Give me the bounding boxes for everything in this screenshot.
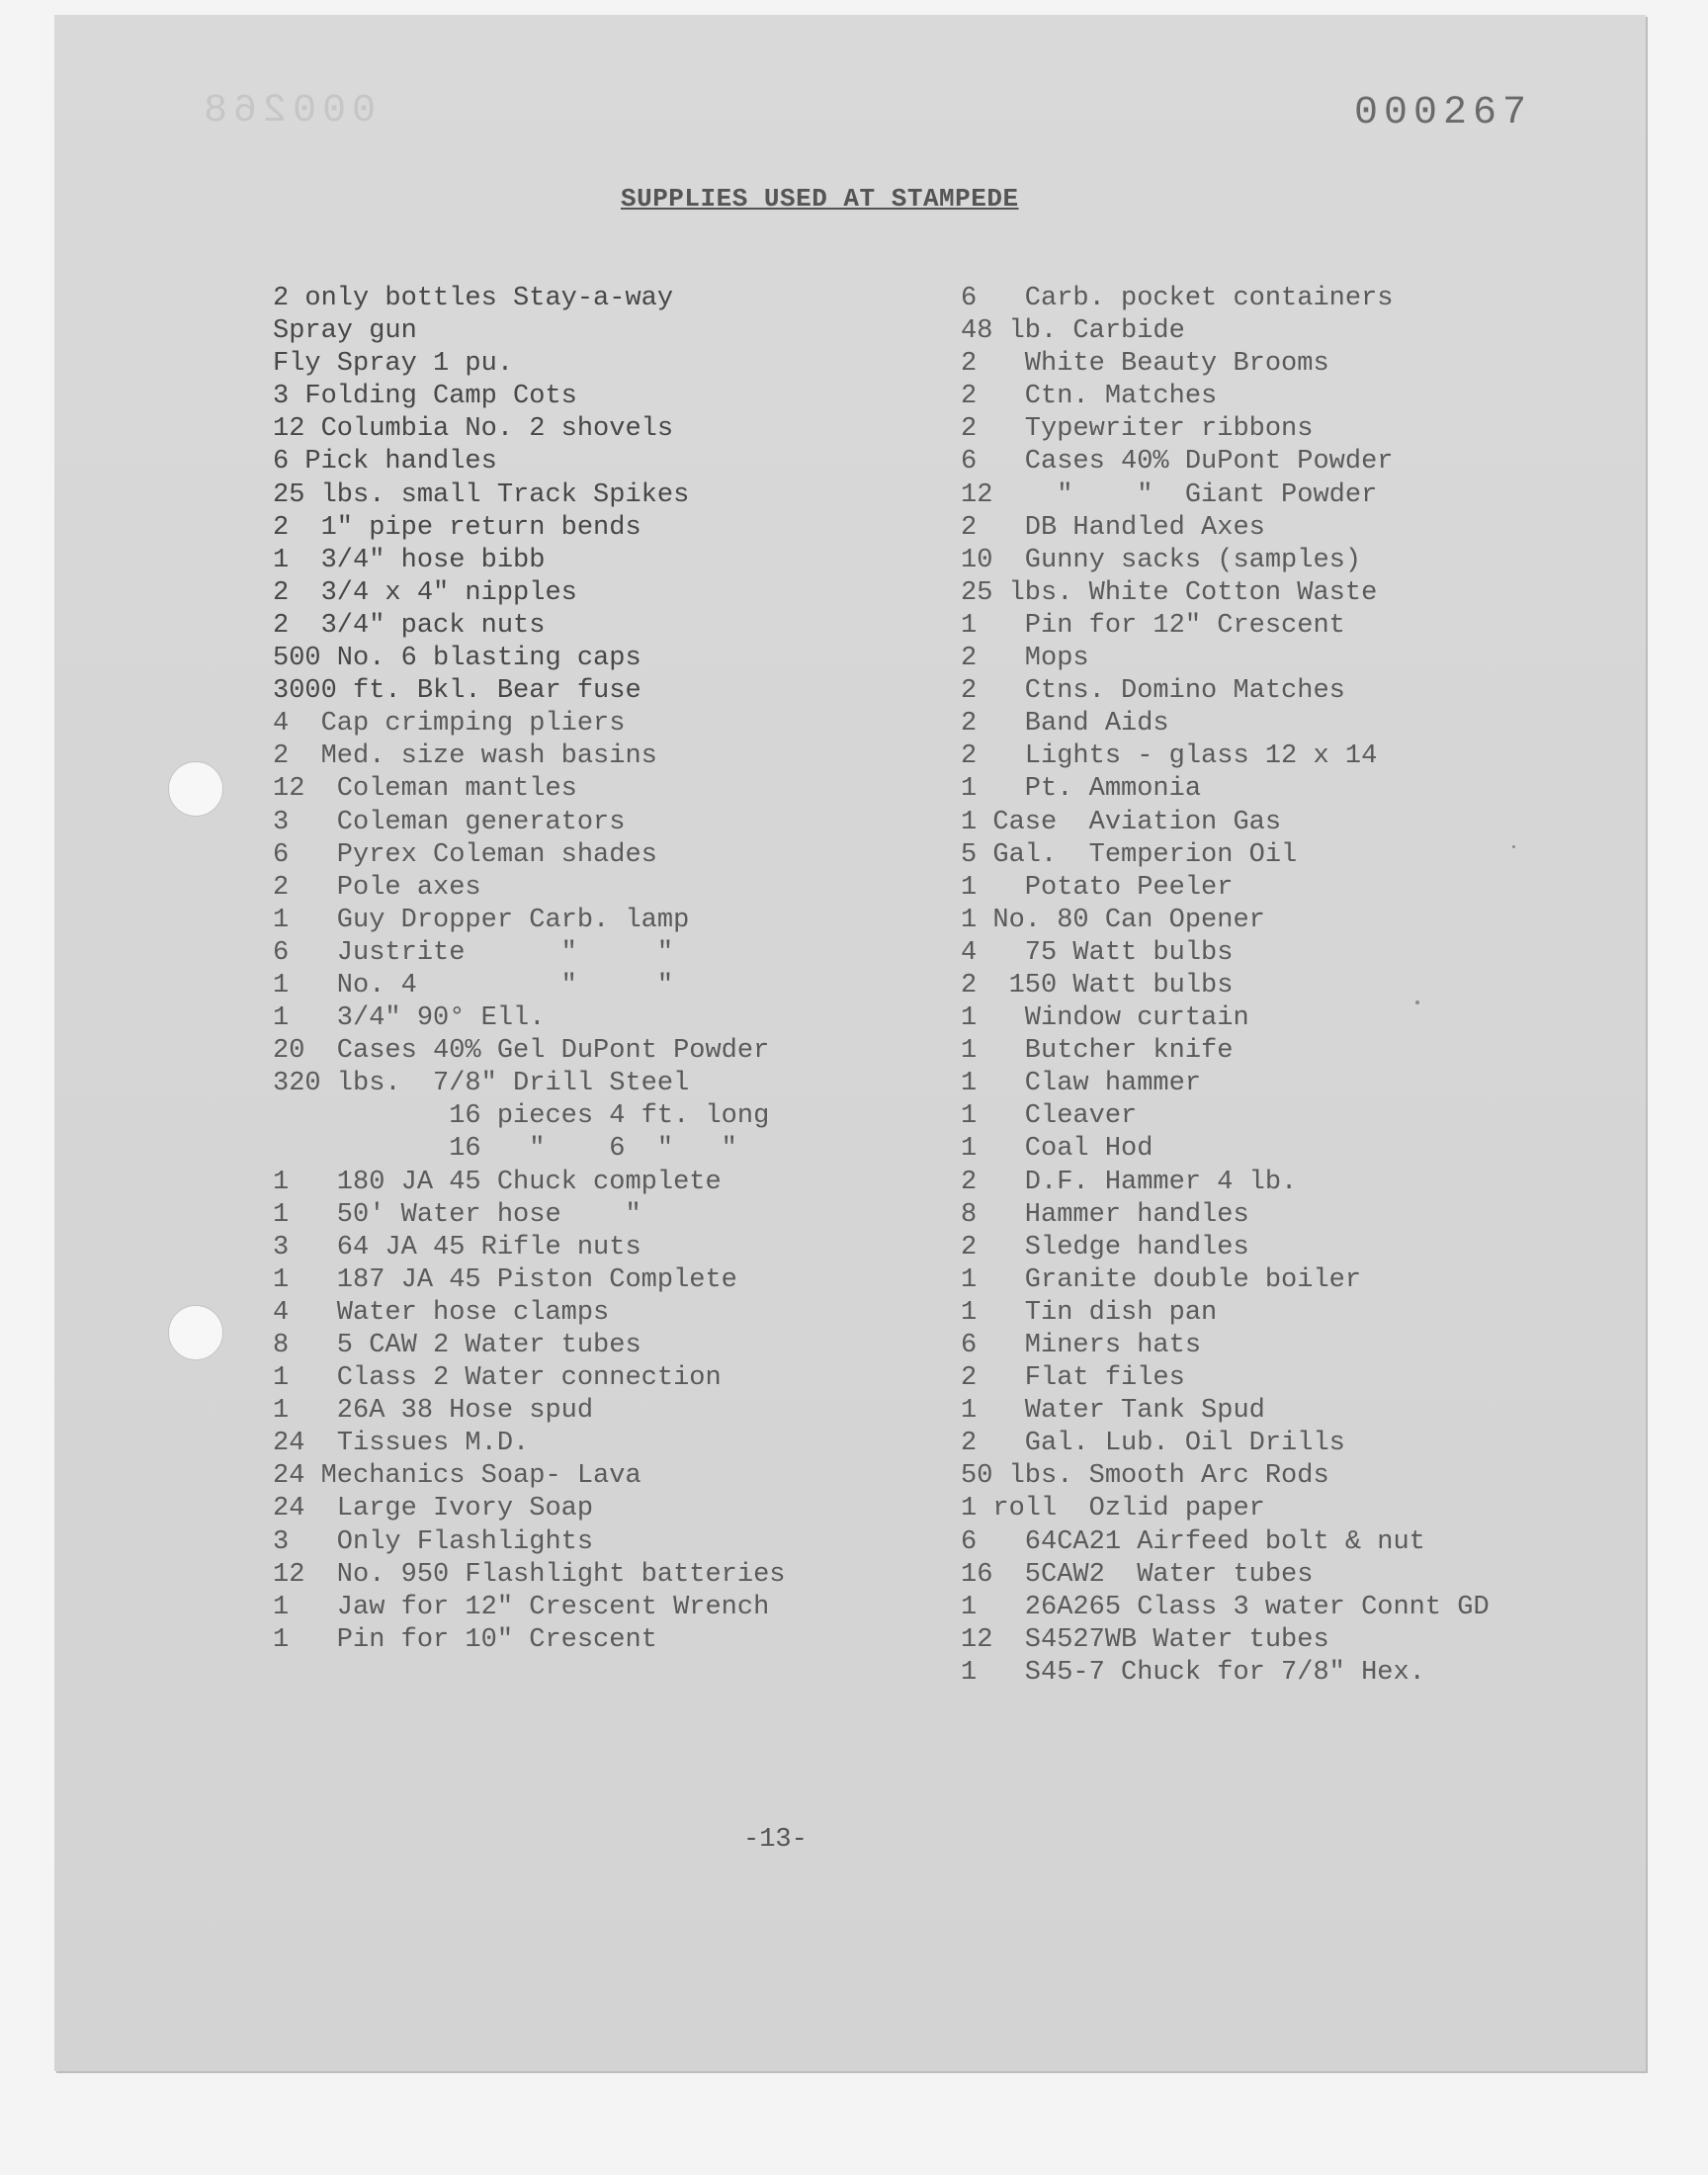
supply-item: 6 Pyrex Coleman shades — [273, 839, 657, 870]
supply-item: 1 No. 80 Can Opener — [961, 905, 1265, 935]
supply-item: 1 Claw hammer — [961, 1069, 1202, 1099]
supply-item: 4 Water hose clamps — [273, 1297, 610, 1328]
supply-item: 12 No. 950 Flashlight batteries — [273, 1559, 786, 1590]
supply-item: 6 Carb. pocket containers — [961, 284, 1394, 313]
supply-item: 6 Miners hats — [961, 1331, 1202, 1360]
page-number: -13- — [743, 1825, 808, 1855]
supply-item: 3 64 JA 45 Rifle nuts — [273, 1232, 641, 1262]
supply-item: 16 " 6 " " — [273, 1134, 737, 1165]
supply-item: 8 Hammer handles — [961, 1199, 1249, 1230]
supply-item: 12 Columbia No. 2 shovels — [273, 414, 674, 445]
supply-item: 2 Mops — [961, 644, 1089, 674]
supply-item: 3 Coleman generators — [273, 807, 626, 837]
supply-item: 6 Cases 40% DuPont Powder — [961, 447, 1394, 478]
supply-item: 2 DB Handled Axes — [961, 512, 1265, 543]
supply-item: 2 Band Aids — [961, 709, 1169, 740]
supply-item: 1 26A265 Class 3 water Connt GD — [961, 1592, 1490, 1622]
supply-item: 1 3/4" 90° Ell. — [273, 1003, 546, 1034]
supply-item: 5 Gal. Temperion Oil — [961, 839, 1298, 870]
supply-item: 2 D.F. Hammer 4 lb. — [961, 1167, 1298, 1197]
supply-item: 6 Pick handles — [273, 447, 497, 478]
supply-item: Fly Spray 1 pu. — [273, 349, 514, 380]
supply-item: 2 150 Watt bulbs — [961, 970, 1234, 1000]
bates-number: 000267 — [1354, 91, 1533, 135]
supply-item: 4 75 Watt bulbs — [961, 937, 1234, 968]
supply-item: 25 lbs. small Track Spikes — [273, 479, 690, 510]
supply-item: 2 White Beauty Brooms — [961, 349, 1329, 380]
supply-item: 2 Flat files — [961, 1363, 1185, 1394]
supply-item: 20 Cases 40% Gel DuPont Powder — [273, 1036, 770, 1067]
supply-item: 1 26A 38 Hose spud — [273, 1396, 594, 1427]
supply-item: Spray gun — [273, 316, 417, 347]
supply-item: 2 only bottles Stay-a-way — [273, 284, 674, 313]
supply-item: 2 Typewriter ribbons — [961, 414, 1314, 445]
supply-item: 48 lb. Carbide — [961, 316, 1185, 347]
supply-item: 1 Water Tank Spud — [961, 1396, 1265, 1427]
scan-speck — [1415, 1000, 1419, 1004]
supply-item: 24 Mechanics Soap- Lava — [273, 1461, 641, 1492]
supply-item: 24 Large Ivory Soap — [273, 1494, 594, 1524]
supply-item: 1 50' Water hose " — [273, 1199, 641, 1230]
supply-item: 1 Pin for 10" Crescent — [273, 1624, 657, 1655]
supply-item: 2 3/4" pack nuts — [273, 610, 546, 641]
supply-item: 2 Med. size wash basins — [273, 741, 657, 772]
supply-item: 1 Coal Hod — [961, 1134, 1153, 1165]
supply-item: 50 lbs. Smooth Arc Rods — [961, 1461, 1329, 1492]
bates-number-bleedthrough: 000268 — [198, 89, 377, 133]
supply-item: 3 Only Flashlights — [273, 1526, 594, 1557]
supply-item: 1 S45-7 Chuck for 7/8" Hex. — [961, 1657, 1425, 1688]
supply-item: 16 5CAW2 Water tubes — [961, 1559, 1314, 1590]
supply-item: 1 Jaw for 12" Crescent Wrench — [273, 1592, 770, 1622]
supply-item: 1 Butcher knife — [961, 1036, 1234, 1067]
supply-item: 1 180 JA 45 Chuck complete — [273, 1167, 722, 1197]
supply-item: 4 Cap crimping pliers — [273, 709, 626, 740]
supply-item: 2 Pole axes — [273, 872, 481, 903]
supply-list-right — [961, 283, 1633, 1690]
supply-item: 1 Tin dish pan — [961, 1297, 1218, 1328]
supply-item: 1 Pt. Ammonia — [961, 774, 1202, 805]
supply-item: 500 No. 6 blasting caps — [273, 644, 641, 674]
supply-item: 1 187 JA 45 Piston Complete — [273, 1264, 737, 1295]
supply-item: 1 Window curtain — [961, 1003, 1249, 1034]
supply-item: 1 No. 4 " " — [273, 970, 674, 1000]
supply-item: 12 " " Giant Powder — [961, 479, 1378, 510]
supply-item: 2 Lights - glass 12 x 14 — [961, 741, 1378, 772]
supply-item: 2 Sledge handles — [961, 1232, 1249, 1262]
supply-item: 1 Class 2 Water connection — [273, 1363, 722, 1394]
supply-item: 1 Potato Peeler — [961, 872, 1234, 903]
supply-item: 10 Gunny sacks (samples) — [961, 545, 1362, 575]
supply-item: 2 1" pipe return bends — [273, 512, 641, 543]
scan-speck — [1512, 845, 1515, 848]
supply-item: 2 Ctns. Domino Matches — [961, 676, 1345, 707]
supply-item: 1 Granite double boiler — [961, 1264, 1362, 1295]
supply-item: 6 Justrite " " — [273, 937, 674, 968]
supply-item: 3 Folding Camp Cots — [273, 382, 577, 412]
supply-list-left — [273, 283, 955, 1657]
supply-item: 1 roll Ozlid paper — [961, 1494, 1265, 1524]
supply-item: 2 Ctn. Matches — [961, 382, 1218, 412]
supply-item: 1 Cleaver — [961, 1101, 1138, 1132]
punch-hole-top — [168, 761, 223, 817]
supply-item: 1 3/4" hose bibb — [273, 545, 546, 575]
supply-item: 1 Guy Dropper Carb. lamp — [273, 905, 690, 935]
supply-item: 12 S4527WB Water tubes — [961, 1624, 1329, 1655]
punch-hole-bottom — [168, 1305, 223, 1360]
supply-item: 3000 ft. Bkl. Bear fuse — [273, 676, 641, 707]
supply-item: 24 Tissues M.D. — [273, 1429, 530, 1459]
supply-item: 6 64CA21 Airfeed bolt & nut — [961, 1526, 1425, 1557]
supply-item: 1 Pin for 12" Crescent — [961, 610, 1345, 641]
supply-item: 25 lbs. White Cotton Waste — [961, 577, 1378, 608]
supply-item: 2 3/4 x 4" nipples — [273, 577, 577, 608]
supply-item: 8 5 CAW 2 Water tubes — [273, 1331, 641, 1360]
supply-item: 2 Gal. Lub. Oil Drills — [961, 1429, 1345, 1459]
supply-item: 16 pieces 4 ft. long — [273, 1101, 770, 1132]
supply-item: 12 Coleman mantles — [273, 774, 577, 805]
supply-item: 320 lbs. 7/8" Drill Steel — [273, 1069, 690, 1099]
document-title: SUPPLIES USED AT STAMPEDE — [621, 184, 1019, 214]
supply-item: 1 Case Aviation Gas — [961, 807, 1282, 837]
